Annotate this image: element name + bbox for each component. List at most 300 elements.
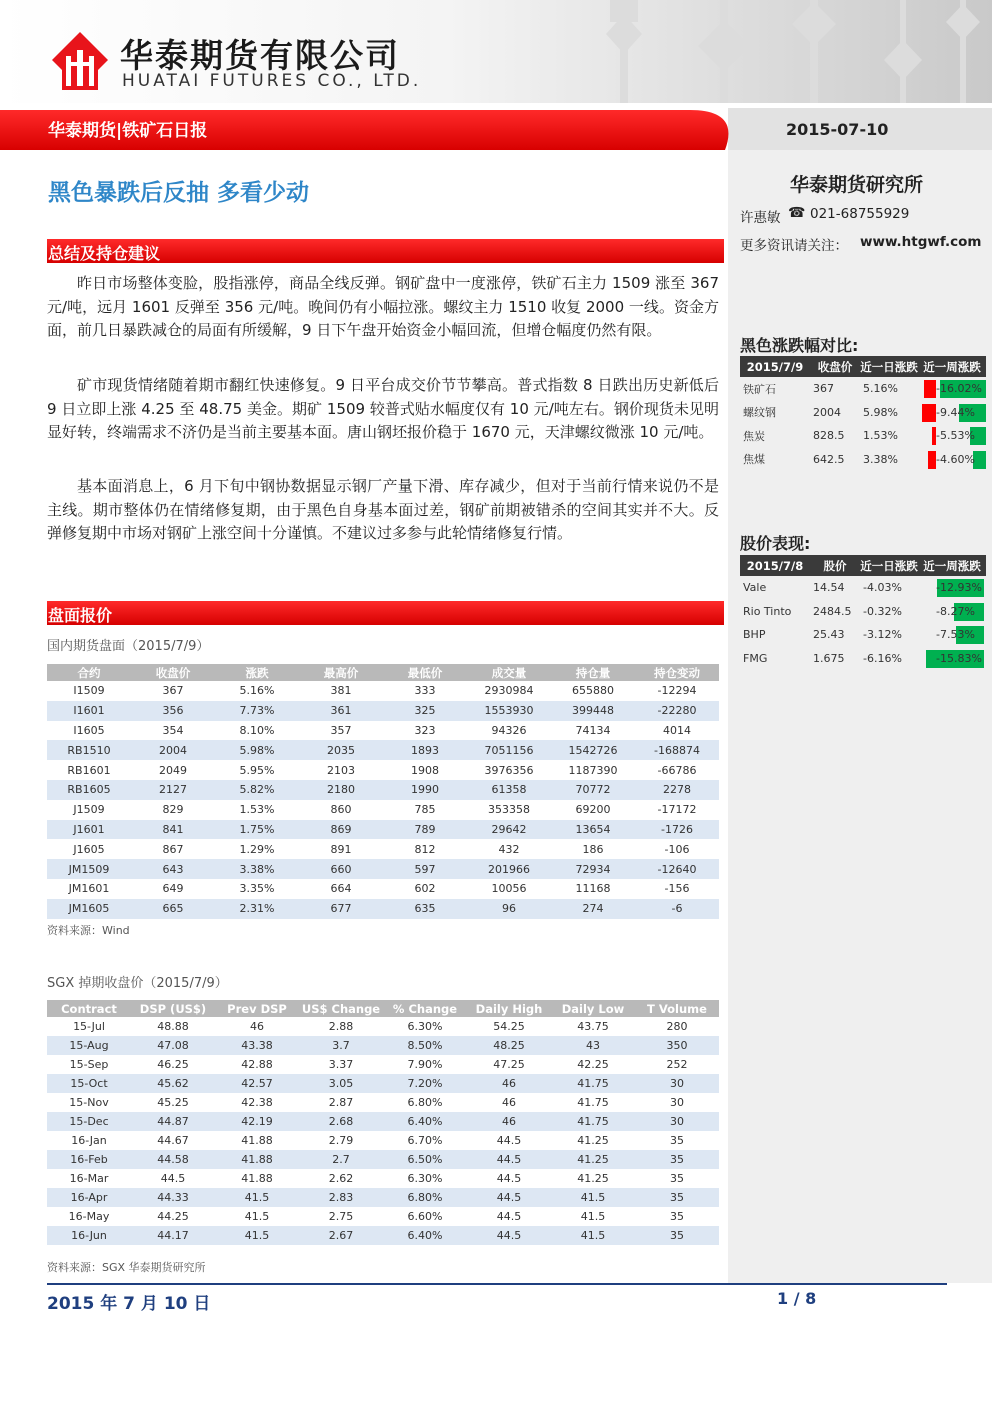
sgx-table-cell: 44.5 <box>496 1172 522 1185</box>
domestic-table-cell: 812 <box>414 842 436 856</box>
domestic-table-row <box>47 859 719 879</box>
domestic-table-cell: 1.75% <box>215 820 299 840</box>
report-date: 2015-07-10 <box>786 120 889 139</box>
stock-name-cell: FMG <box>743 651 768 665</box>
sgx-table-cell: 16-Jan <box>71 1134 107 1147</box>
black-compare-title: 黑色涨跌幅对比: <box>740 336 859 355</box>
domestic-table-cell: 867 <box>162 842 184 856</box>
sgx-table-cell: 45.25 <box>157 1096 189 1109</box>
domestic-table-row <box>47 760 719 780</box>
domestic-table-cell: -106 <box>664 842 690 856</box>
black-close-cell: 2004 <box>813 405 841 419</box>
sgx-table-cell: 44.5 <box>496 1134 522 1147</box>
sidebar <box>728 150 992 1283</box>
domestic-table-row <box>47 681 719 701</box>
domestic-table-cell: 1.53% <box>239 803 275 817</box>
domestic-table-cell: 5.98% <box>215 740 299 760</box>
sgx-table-row <box>47 1036 719 1055</box>
week-change-bar-area <box>918 603 986 621</box>
domestic-table-cell: 70772 <box>551 780 635 800</box>
sgx-table-cell: 43.38 <box>215 1036 299 1055</box>
stock-week-cell <box>918 623 986 647</box>
sgx-table-cell: 54.25 <box>493 1020 525 1033</box>
sgx-table-cell: 44.17 <box>131 1226 215 1245</box>
sgx-swap-table <box>47 1000 719 1245</box>
sgx-table-cell: 35 <box>635 1150 719 1169</box>
domestic-table-cell: 3.38% <box>215 859 299 879</box>
sgx-table-cell: 41.88 <box>215 1150 299 1169</box>
sgx-table-cell: 46 <box>250 1020 264 1033</box>
sgx-table-cell: 44.33 <box>131 1188 215 1207</box>
domestic-table-cell: J1605 <box>73 842 105 856</box>
sgx-table-cell: 30 <box>635 1112 719 1131</box>
domestic-table-cell: 829 <box>162 803 184 817</box>
black-week-cell <box>918 401 986 425</box>
week-change-bar-area <box>918 650 986 668</box>
black-day-cell: 3.38% <box>863 452 898 466</box>
sgx-table-cell: 16-Apr <box>47 1188 131 1207</box>
domestic-table-cell: 785 <box>414 803 436 817</box>
domestic-table-cell: 1.29% <box>239 842 275 856</box>
stock-row <box>740 600 986 624</box>
sgx-table-cell: 46 <box>502 1096 516 1109</box>
domestic-table-cell: 649 <box>162 882 184 896</box>
week-change-label: -4.60% <box>936 452 975 466</box>
sgx-table-row <box>47 1150 719 1169</box>
stock-price-cell: 25.43 <box>813 628 845 642</box>
domestic-table-cell: 8.10% <box>239 723 275 737</box>
company-logo-icon <box>52 32 108 90</box>
sgx-table-cell: 30 <box>635 1074 719 1093</box>
domestic-table-cell: JM1605 <box>47 899 131 919</box>
domestic-table-cell: 3.35% <box>239 882 275 896</box>
sgx-table-cell: 41.75 <box>551 1074 635 1093</box>
domestic-table-row <box>47 740 719 760</box>
domestic-table-cell: 1990 <box>383 780 467 800</box>
sgx-table-cell: 44.5 <box>160 1172 186 1185</box>
sgx-table-cell: 2.87 <box>328 1096 354 1109</box>
domestic-table-row <box>47 820 719 840</box>
sgx-table-cell: 3.7 <box>299 1036 383 1055</box>
domestic-table-cell: 891 <box>330 842 352 856</box>
domestic-table-cell: 367 <box>162 684 184 698</box>
week-change-label: -7.53% <box>936 628 975 641</box>
sgx-table-cell: 42.38 <box>241 1096 273 1109</box>
analyst-phone: 021-68755929 <box>810 206 910 222</box>
sgx-table-cell: 44.5 <box>467 1150 551 1169</box>
domestic-table-cell: 841 <box>131 820 215 840</box>
stock-performance-title: 股价表现: <box>740 534 811 553</box>
domestic-table-cell: 432 <box>498 842 520 856</box>
domestic-table-cell: 1542726 <box>551 740 635 760</box>
day-change-bar <box>928 451 936 469</box>
sgx-table-row <box>47 1188 719 1207</box>
domestic-header-cell: 持仓量 <box>551 664 635 681</box>
stock-day-cell: -3.12% <box>863 628 902 642</box>
sgx-table-row <box>47 1017 719 1036</box>
summary-paragraph: 矿市现货情绪随着期市翻红快速修复。9 日平台成交价节节攀高。普式指数 8 日跌出历史新低后 9 日立即上涨 4.25 至 48.75 美金。期矿 1509 较普式贴水幅度仅有 10 元/吨左右。钢价现货未见明显好转，终端需求不济仍是当前主要基本面。唐山钢坯报价稳于 1670 元，天津螺纹微涨 10 元/吨。 <box>47 376 719 441</box>
phone-icon: ☎ <box>788 205 806 221</box>
black-week-cell <box>918 424 986 448</box>
domestic-table-cell: 869 <box>299 820 383 840</box>
stock-day-cell: -0.32% <box>863 604 902 618</box>
domestic-table-cell: 789 <box>383 820 467 840</box>
week-change-bar-area <box>918 404 986 422</box>
sgx-table-cell: 41.25 <box>577 1172 609 1185</box>
sgx-table-cell: 44.5 <box>496 1210 522 1223</box>
summary-paragraph: 昨日市场整体变脸，股指涨停，商品全线反弹。钢矿盘中一度涨停，铁矿石主力 1509 涨至 367 元/吨，远月 1601 反弹至 356 元/吨。晚间仍有小幅拉涨。螺纹主力 1510 收复 2000 一线。资金方面，前几日暴跌减仓的局面有所缓解，9 日下午盘开始资金小幅回流，但增仓幅度仍然有限。 <box>47 274 719 339</box>
domestic-table-cell: 4014 <box>663 723 691 737</box>
black-row <box>740 448 986 472</box>
black-name-cell: 焦煤 <box>743 453 765 467</box>
domestic-table-cell: 361 <box>299 701 383 721</box>
sgx-table-cell: 43 <box>551 1036 635 1055</box>
domestic-header-cell: 收盘价 <box>131 664 215 681</box>
week-change-label: -15.83% <box>936 651 982 665</box>
week-change-bar-area <box>918 380 986 398</box>
summary-paragraph: 基本面消息上，6 月下旬中钢协数据显示钢厂产量下滑、库存减少，但对于当前行情来说仍不是主线。期市整体仍在情绪修复期，由于黑色自身基本面过差，钢矿前期被错杀的空间其实并不大。反弹修复期中市场对钢矿上涨空间十分谨慎。不建议过多参与此轮情绪修复行情。 <box>47 477 719 542</box>
sgx-table-cell: 6.40% <box>383 1226 467 1245</box>
domestic-source: 资料来源：Wind <box>47 924 130 937</box>
domestic-table-cell: 602 <box>414 882 436 896</box>
sgx-table-cell: 46 <box>467 1074 551 1093</box>
domestic-table-cell: -66786 <box>657 763 697 777</box>
domestic-table-cell: 860 <box>330 803 352 817</box>
sgx-table-cell: 7.90% <box>407 1058 443 1071</box>
sgx-table-cell: 3.37 <box>328 1058 354 1071</box>
domestic-futures-table <box>47 664 719 919</box>
sgx-table-cell: 7.20% <box>383 1074 467 1093</box>
domestic-table-cell: 2103 <box>327 763 355 777</box>
sgx-table-cell: 35 <box>635 1188 719 1207</box>
sgx-table-cell: 3.05 <box>299 1074 383 1093</box>
black-header-day: 近一日涨跌 <box>860 356 918 377</box>
domestic-header-cell: 成交量 <box>467 664 551 681</box>
domestic-table-cell: 11168 <box>575 882 611 896</box>
domestic-table-cell: J1601 <box>47 820 131 840</box>
domestic-table-cell: 2.31% <box>215 899 299 919</box>
analyst-name: 许惠敏 <box>740 210 781 226</box>
sgx-header-cell: Daily Low <box>551 1000 635 1017</box>
sgx-table-cell: 46 <box>467 1112 551 1131</box>
article-title: 黑色暴跌后反抽 多看少动 <box>48 180 310 206</box>
sgx-table-cell: 2.83 <box>299 1188 383 1207</box>
domestic-table-cell: 94326 <box>491 723 527 737</box>
stock-header-day: 近一日涨跌 <box>860 555 918 576</box>
sgx-table-cell: 41.5 <box>551 1226 635 1245</box>
domestic-table-row <box>47 839 719 859</box>
black-close-cell: 367 <box>813 382 834 396</box>
sgx-table-cell: 15-Aug <box>47 1036 131 1055</box>
domestic-table-cell: -1726 <box>635 820 719 840</box>
black-week-cell <box>918 448 986 472</box>
domestic-table-row <box>47 879 719 899</box>
sgx-header-cell: US$ Change <box>299 1000 383 1017</box>
stock-header-week: 近一周涨跌 <box>918 555 986 576</box>
sgx-table-cell: 16-Mar <box>69 1172 109 1185</box>
report-name: 华泰期货|铁矿石日报 <box>48 121 208 141</box>
stock-performance-table <box>740 555 986 670</box>
website-link[interactable]: www.htgwf.com <box>860 234 982 250</box>
sgx-table-cell: 43.75 <box>577 1020 609 1033</box>
sgx-table-cell: 6.30% <box>407 1172 443 1185</box>
sgx-table-cell: 41.5 <box>215 1188 299 1207</box>
domestic-table-cell: 665 <box>131 899 215 919</box>
domestic-table-cell: 2049 <box>159 763 187 777</box>
domestic-table-cell: -156 <box>664 882 690 896</box>
sgx-table-cell: 280 <box>666 1020 688 1033</box>
week-change-bar-area <box>918 427 986 445</box>
stock-price-cell: 14.54 <box>813 581 845 595</box>
sgx-table-cell: 6.80% <box>407 1096 443 1109</box>
stock-name-cell: Rio Tinto <box>743 604 792 618</box>
sgx-table-cell: 6.70% <box>407 1134 443 1147</box>
domestic-table-cell: 357 <box>330 723 352 737</box>
domestic-table-row <box>47 701 719 721</box>
footer-date: 2015 年 7 月 10 日 <box>47 1294 211 1314</box>
domestic-table-cell: 96 <box>467 899 551 919</box>
domestic-table-cell: 325 <box>383 701 467 721</box>
domestic-table-cell: RB1510 <box>47 740 131 760</box>
sgx-table-row <box>47 1055 719 1074</box>
domestic-caption: 国内期货盘面（2015/7/9） <box>47 639 210 654</box>
domestic-table-cell: 69200 <box>575 803 611 817</box>
domestic-table-cell: 61358 <box>467 780 551 800</box>
sgx-table-cell: 2.75 <box>328 1210 354 1223</box>
domestic-table-cell: 13654 <box>551 820 635 840</box>
sgx-table-cell: 35 <box>670 1134 684 1147</box>
day-change-bar <box>922 404 936 422</box>
black-name-cell: 螺纹钢 <box>743 406 776 420</box>
sgx-table-cell: 48.25 <box>467 1036 551 1055</box>
sgx-table-cell: 16-Jun <box>47 1226 131 1245</box>
domestic-table-cell: 2004 <box>131 740 215 760</box>
stock-week-cell <box>918 647 986 671</box>
domestic-table-cell: 5.16% <box>239 684 275 698</box>
sgx-table-cell: 41.25 <box>551 1150 635 1169</box>
domestic-table-cell: 655880 <box>572 684 614 698</box>
sgx-header-cell: % Change <box>383 1000 467 1017</box>
black-day-cell: 5.98% <box>863 405 898 419</box>
sgx-table-cell: 35 <box>635 1226 719 1245</box>
company-name-cn: 华泰期货有限公司 <box>120 36 400 75</box>
sgx-table-cell: 2.88 <box>328 1020 354 1033</box>
sgx-table-cell: 15-Sep <box>69 1058 109 1071</box>
sgx-table-cell: 44.5 <box>467 1188 551 1207</box>
domestic-table-cell: 1908 <box>411 763 439 777</box>
domestic-table-cell: -6 <box>635 899 719 919</box>
black-header-close: 收盘价 <box>810 356 860 377</box>
sgx-table-cell: 48.88 <box>157 1020 189 1033</box>
domestic-table-cell: 7.73% <box>215 701 299 721</box>
domestic-table-cell: 597 <box>383 859 467 879</box>
page-number: 1 / 8 <box>777 1289 817 1308</box>
sgx-table-cell: 44.25 <box>157 1210 189 1223</box>
domestic-table-cell: 353358 <box>488 803 530 817</box>
domestic-table-cell: 1893 <box>383 740 467 760</box>
sgx-table-cell: 15-Jul <box>73 1020 105 1033</box>
domestic-table-cell: 2180 <box>299 780 383 800</box>
stock-row <box>740 623 986 647</box>
domestic-table-cell: 72934 <box>551 859 635 879</box>
company-name-en: HUATAI FUTURES CO., LTD. <box>122 71 422 91</box>
black-row <box>740 377 986 401</box>
week-change-label: -9.44% <box>936 405 975 419</box>
domestic-table-row <box>47 780 719 800</box>
sgx-table-cell: 2.7 <box>299 1150 383 1169</box>
sgx-table-cell: 16-Feb <box>47 1150 131 1169</box>
domestic-table-cell: 664 <box>330 882 352 896</box>
sgx-table-cell: 8.50% <box>383 1036 467 1055</box>
week-change-bar-area <box>918 579 986 597</box>
black-header-date: 2015/7/9 <box>740 356 810 377</box>
sgx-table-cell: 35 <box>670 1210 684 1223</box>
domestic-header-cell: 涨跌 <box>215 664 299 681</box>
black-day-cell: 1.53% <box>863 429 898 443</box>
domestic-table-cell: RB1601 <box>67 763 111 777</box>
sgx-table-cell: 41.75 <box>577 1096 609 1109</box>
sgx-table-cell: 35 <box>670 1172 684 1185</box>
domestic-header-cell: 合约 <box>47 664 131 681</box>
domestic-table-cell: J1509 <box>73 803 105 817</box>
domestic-table-row <box>47 721 719 741</box>
domestic-table-cell: 635 <box>383 899 467 919</box>
week-change-bar-area <box>918 451 986 469</box>
black-close-cell: 642.5 <box>813 452 845 466</box>
week-change-label: -12.93% <box>936 581 982 594</box>
domestic-table-cell: -168874 <box>635 740 719 760</box>
sgx-table-cell: 6.60% <box>407 1210 443 1223</box>
sgx-table-row <box>47 1169 719 1188</box>
domestic-header-cell: 持仓变动 <box>635 664 719 681</box>
domestic-table-cell: 186 <box>582 842 604 856</box>
domestic-table-cell: 2127 <box>131 780 215 800</box>
black-compare-table <box>740 356 986 471</box>
sgx-table-cell: 44.5 <box>467 1226 551 1245</box>
sgx-table-cell: 16-May <box>68 1210 110 1223</box>
sgx-table-row <box>47 1131 719 1150</box>
sgx-table-cell: 41.88 <box>241 1172 273 1185</box>
sgx-table-cell: 42.88 <box>241 1058 273 1071</box>
domestic-table-cell: 201966 <box>467 859 551 879</box>
sgx-table-cell: 6.80% <box>383 1188 467 1207</box>
sgx-caption: SGX 掉期收盘价（2015/7/9） <box>47 976 228 991</box>
sgx-table-cell: 2.67 <box>299 1226 383 1245</box>
sgx-table-cell: 30 <box>670 1096 684 1109</box>
domestic-table-cell: 29642 <box>467 820 551 840</box>
sgx-table-cell: 41.75 <box>551 1112 635 1131</box>
day-change-bar <box>924 380 936 398</box>
black-name-cell: 焦炭 <box>743 429 765 443</box>
domestic-header-cell: 最高价 <box>299 664 383 681</box>
header-decoration <box>600 0 992 103</box>
sgx-table-cell: 45.62 <box>131 1074 215 1093</box>
sgx-table-cell: 44.58 <box>131 1150 215 1169</box>
domestic-table-row <box>47 800 719 820</box>
sgx-table-cell: 44.87 <box>131 1112 215 1131</box>
sgx-table-cell: 41.88 <box>241 1134 273 1147</box>
stock-row <box>740 647 986 671</box>
week-change-bar-area <box>918 626 986 644</box>
sgx-table-cell: 47.08 <box>131 1036 215 1055</box>
sgx-table-cell: 44.67 <box>157 1134 189 1147</box>
domestic-table-cell: 2278 <box>635 780 719 800</box>
domestic-header-cell: 最低价 <box>383 664 467 681</box>
black-week-cell <box>918 377 986 401</box>
sgx-table-cell: 15-Oct <box>47 1074 131 1093</box>
institute-name: 华泰期货研究所 <box>790 174 924 196</box>
stock-name-cell: BHP <box>743 628 766 642</box>
sgx-table-row <box>47 1112 719 1131</box>
sgx-table-cell: 47.25 <box>493 1058 525 1071</box>
stock-week-cell <box>918 576 986 600</box>
domestic-table-cell: 356 <box>131 701 215 721</box>
domestic-table-cell: 399448 <box>551 701 635 721</box>
sgx-table-cell: 41.5 <box>580 1210 606 1223</box>
sgx-table-cell: 42.57 <box>215 1074 299 1093</box>
stock-price-cell: 1.675 <box>813 651 845 665</box>
domestic-table-cell: 1187390 <box>568 763 618 777</box>
domestic-table-cell: 5.82% <box>215 780 299 800</box>
black-day-cell: 5.16% <box>863 382 898 396</box>
sgx-table-cell: 46.25 <box>157 1058 189 1071</box>
domestic-table-cell: 2930984 <box>484 684 534 698</box>
more-info-label: 更多资讯请关注： <box>740 238 848 254</box>
footer-divider <box>47 1283 947 1285</box>
black-header-week: 近一周涨跌 <box>918 356 986 377</box>
sgx-table-cell: 41.5 <box>215 1226 299 1245</box>
quote-heading: 盘面报价 <box>48 606 113 625</box>
sgx-table-row <box>47 1093 719 1112</box>
domestic-table-cell: 677 <box>299 899 383 919</box>
domestic-table-cell: RB1605 <box>47 780 131 800</box>
stock-price-cell: 2484.5 <box>813 604 852 618</box>
domestic-table-cell: 7051156 <box>467 740 551 760</box>
sgx-table-cell: 41.25 <box>577 1134 609 1147</box>
sgx-source: 资料来源：SGX 华泰期货研究所 <box>47 1261 206 1274</box>
stock-header-date: 2015/7/8 <box>740 555 810 576</box>
black-name-cell: 铁矿石 <box>743 382 776 396</box>
sgx-table-row <box>47 1226 719 1245</box>
sgx-table-cell: 252 <box>666 1058 688 1071</box>
domestic-table-cell: -12640 <box>635 859 719 879</box>
week-change-label: -8.27% <box>936 604 975 618</box>
stock-name-cell: Vale <box>743 581 767 595</box>
black-row <box>740 424 986 448</box>
domestic-table-cell: I1601 <box>47 701 131 721</box>
domestic-table-cell: 10056 <box>491 882 527 896</box>
quote-section-bar <box>47 601 724 625</box>
sgx-table-cell: 42.25 <box>577 1058 609 1071</box>
sgx-table-cell: 2.79 <box>328 1134 354 1147</box>
sgx-table-cell: 6.30% <box>407 1020 443 1033</box>
domestic-table-cell: I1509 <box>73 684 105 698</box>
sgx-table-row <box>47 1207 719 1226</box>
domestic-table-cell: JM1509 <box>47 859 131 879</box>
sgx-table-cell: 15-Dec <box>47 1112 131 1131</box>
domestic-table-cell: -12294 <box>657 684 697 698</box>
stock-row <box>740 576 986 600</box>
page-header <box>0 0 992 103</box>
domestic-table-cell: 323 <box>414 723 436 737</box>
sgx-table-cell: 15-Nov <box>69 1096 109 1109</box>
sgx-table-cell: 42.19 <box>215 1112 299 1131</box>
week-change-label: -16.02% <box>936 382 982 395</box>
sgx-table-cell: 6.40% <box>383 1112 467 1131</box>
domestic-table-cell: 5.95% <box>239 763 275 777</box>
black-close-cell: 828.5 <box>813 429 845 443</box>
domestic-table-cell: I1605 <box>73 723 105 737</box>
